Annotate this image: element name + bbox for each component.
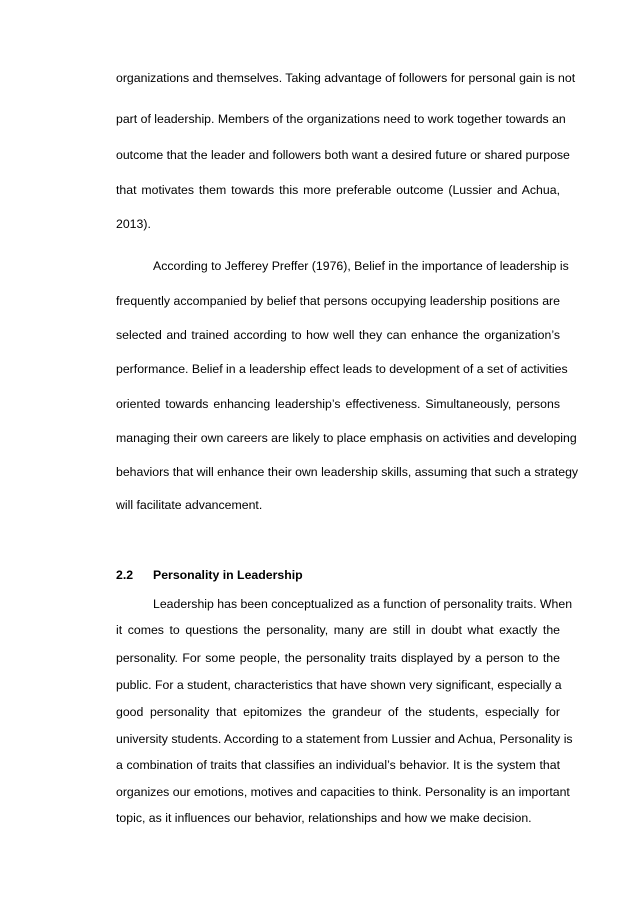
text-line: will facilitate advancement. [116, 498, 263, 512]
text-line: organizations and themselves. Taking advantage of followers for personal gain is not [116, 71, 576, 85]
text-line: organizes our emotions, motives and capacities to think. Personality is an important [116, 785, 570, 799]
text-line: that motivates them towards this more preferable outcome (Lussier and Achua, [116, 183, 560, 197]
text-line: 2013). [116, 217, 151, 231]
text-line: According to Jefferey Preffer (1976), Belief in the importance of leadership is [153, 259, 569, 273]
text-line: good personality that epitomizes the grandeur of the students, especially for [116, 705, 560, 719]
text-line: outcome that the leader and followers both want a desired future or shared purpose [116, 148, 570, 162]
text-line: managing their own careers are likely to place emphasis on activities and developing [116, 431, 577, 445]
text-line: a combination of traits that classifies an individual’s behavior. It is the system that [116, 758, 560, 772]
text-line: topic, as it influences our behavior, relationships and how we make decision. [116, 811, 532, 825]
text-line: performance. Belief in a leadership effect leads to development of a set of activities [116, 362, 568, 376]
text-line: frequently accompanied by belief that persons occupying leadership positions are [116, 294, 560, 308]
text-line: part of leadership. Members of the organizations need to work together towards an [116, 112, 566, 126]
section-number: 2.2 [116, 568, 134, 582]
text-line: oriented towards enhancing leadership’s effectiveness. Simultaneously, persons [116, 397, 560, 411]
text-line: public. For a student, characteristics that have shown very significant, especially a [116, 678, 562, 692]
text-line: personality. For some people, the personality traits displayed by a person to the [116, 651, 560, 665]
text-line: behaviors that will enhance their own leadership skills, assuming that such a strategy [116, 465, 579, 479]
text-line: selected and trained according to how well they can enhance the organization’s [116, 328, 560, 342]
text-line: Leadership has been conceptualized as a function of personality traits. When [153, 597, 573, 611]
text-line: university students. According to a statement from Lussier and Achua, Personality is [116, 732, 573, 746]
section-heading [116, 567, 303, 583]
text-line: it comes to questions the personality, many are still in doubt what exactly the [116, 623, 560, 637]
section-title: Personality in Leadership [153, 568, 303, 582]
